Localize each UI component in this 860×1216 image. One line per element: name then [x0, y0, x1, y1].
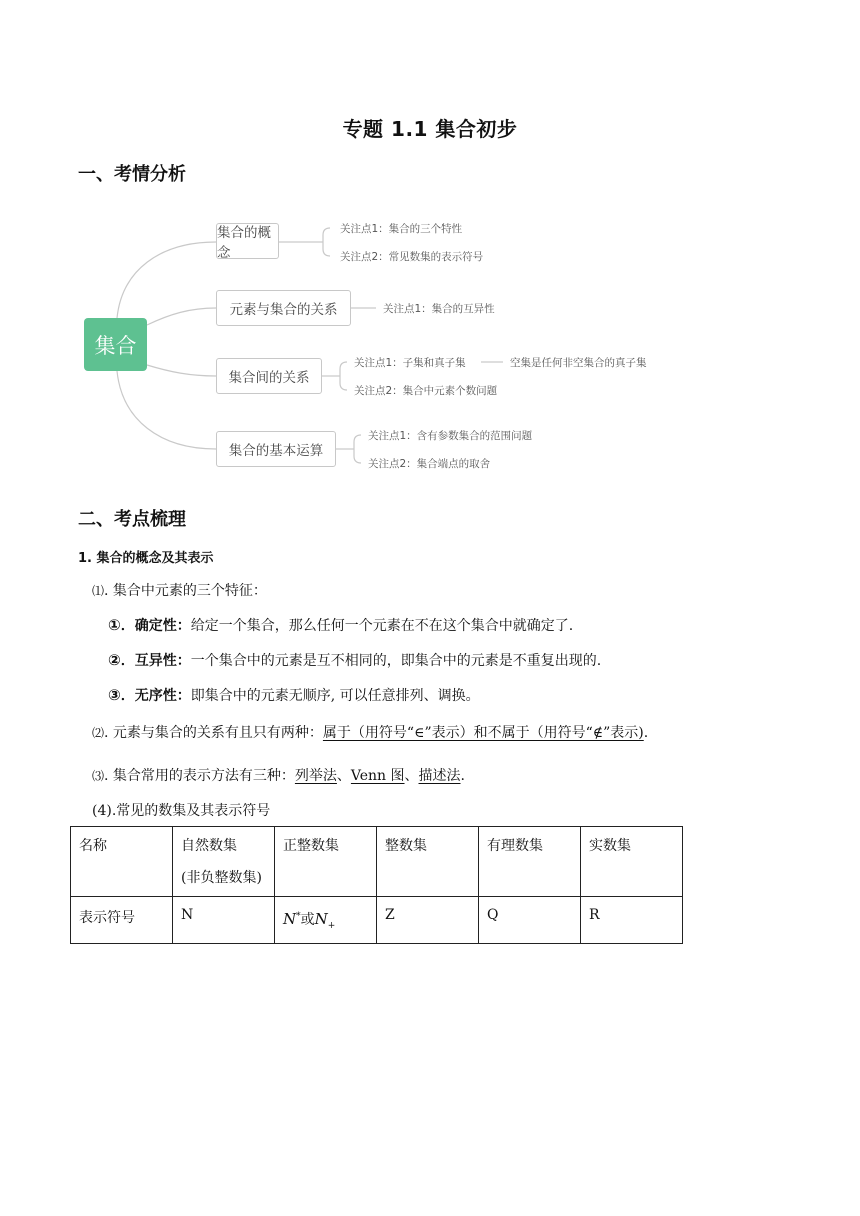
method-venn: Venn 图 [350, 768, 405, 784]
feature-text: 一个集合中的元素是互不相同的，即集合中的元素是不重复出现的. [190, 653, 602, 669]
period: . [460, 768, 465, 784]
table-cell: 实数集 [581, 827, 683, 897]
table-cell: R [581, 897, 683, 944]
mind-map-leaf: 关注点2：集合端点的取舍 [368, 458, 491, 470]
table-cell: 名称 [71, 827, 173, 897]
section-heading-analysis: 一、考情分析 [78, 164, 186, 185]
topic-heading: 1. 集合的概念及其表示 [78, 551, 214, 566]
or-text: 或 [300, 912, 315, 928]
table-cell-text: 自然数集 [181, 838, 237, 854]
item-3 [92, 765, 465, 785]
item-4: (4).常见的数集及其表示符号 [92, 803, 271, 819]
circled-number: ① [108, 616, 121, 634]
mind-map-node-set-relation: 集合间的关系 [216, 358, 322, 394]
mind-map-node-operations: 集合的基本运算 [216, 431, 336, 467]
method-enumeration: 列举法 [294, 768, 337, 784]
number-sets-table [70, 826, 683, 944]
feature-row [108, 685, 480, 705]
feature-row [108, 650, 601, 670]
item-text: . 元素与集合的关系有且只有两种： [104, 725, 323, 741]
symbol-n: N [283, 910, 297, 928]
feature-text: 给定一个集合，那么任何一个元素在不在这个集合中就确定了. [190, 618, 574, 634]
underlined-answer: 属于（用符号“∈”表示）和不属于（用符号“∉”表示) [322, 725, 644, 741]
mind-map-leaf-extra: 空集是任何非空集合的真子集 [510, 357, 647, 369]
table-cell: N [173, 897, 275, 944]
table-cell: 正整数集 [275, 827, 377, 897]
table-cell [275, 897, 377, 944]
item-text: . 集合中元素的三个特征： [104, 583, 267, 599]
item-number: ⑵ [92, 726, 105, 740]
circled-number: ② [108, 651, 121, 669]
feature-row [108, 615, 573, 635]
period: . [643, 725, 649, 741]
table-cell: Z [377, 897, 479, 944]
item-number: ⑶ [92, 769, 105, 783]
item-text: . 集合常用的表示方法有三种： [104, 768, 295, 784]
feature-name: ．确定性： [120, 618, 191, 634]
feature-name: ．无序性： [120, 688, 191, 704]
separator: 、 [404, 768, 419, 784]
table-cell: 表示符号 [71, 897, 173, 944]
mind-map-leaf: 关注点2：常见数集的表示符号 [340, 251, 484, 263]
subscript: + [327, 920, 336, 931]
method-description: 描述法 [418, 768, 461, 784]
table-row [71, 827, 683, 897]
table-cell: 整数集 [377, 827, 479, 897]
table-cell-note: (非负整数集) [181, 870, 262, 886]
feature-name: ．互异性： [120, 653, 191, 669]
symbol-n: N [314, 910, 328, 928]
mind-map-leaf: 关注点1：集合的三个特性 [340, 223, 463, 235]
feature-text: 即集合中的元素无顺序, 可以任意排列、调换。 [190, 688, 480, 704]
mind-map-leaf: 关注点1：含有参数集合的范围问题 [368, 430, 533, 442]
table-row [71, 897, 683, 944]
item-2 [92, 722, 648, 742]
page-title: 专题 1.1 集合初步 [342, 117, 518, 141]
mind-map-node-concept: 集合的概念 [216, 223, 279, 259]
section-heading-points: 二、考点梳理 [78, 509, 186, 530]
separator: 、 [336, 768, 351, 784]
mind-map-leaf: 关注点1：子集和真子集 [354, 357, 466, 369]
circled-number: ③ [108, 686, 121, 704]
mind-map-root: 集合 [84, 318, 147, 371]
item-number: ⑴ [92, 584, 105, 598]
table-cell [173, 827, 275, 897]
mind-map-leaf: 关注点2：集合中元素个数问题 [354, 385, 498, 397]
mind-map-node-element-relation: 元素与集合的关系 [216, 290, 351, 326]
superscript: * [296, 911, 301, 922]
table-cell: 有理数集 [479, 827, 581, 897]
table-cell: Q [479, 897, 581, 944]
mind-map-leaf: 关注点1：集合的互异性 [383, 303, 495, 315]
item-1 [92, 580, 267, 600]
